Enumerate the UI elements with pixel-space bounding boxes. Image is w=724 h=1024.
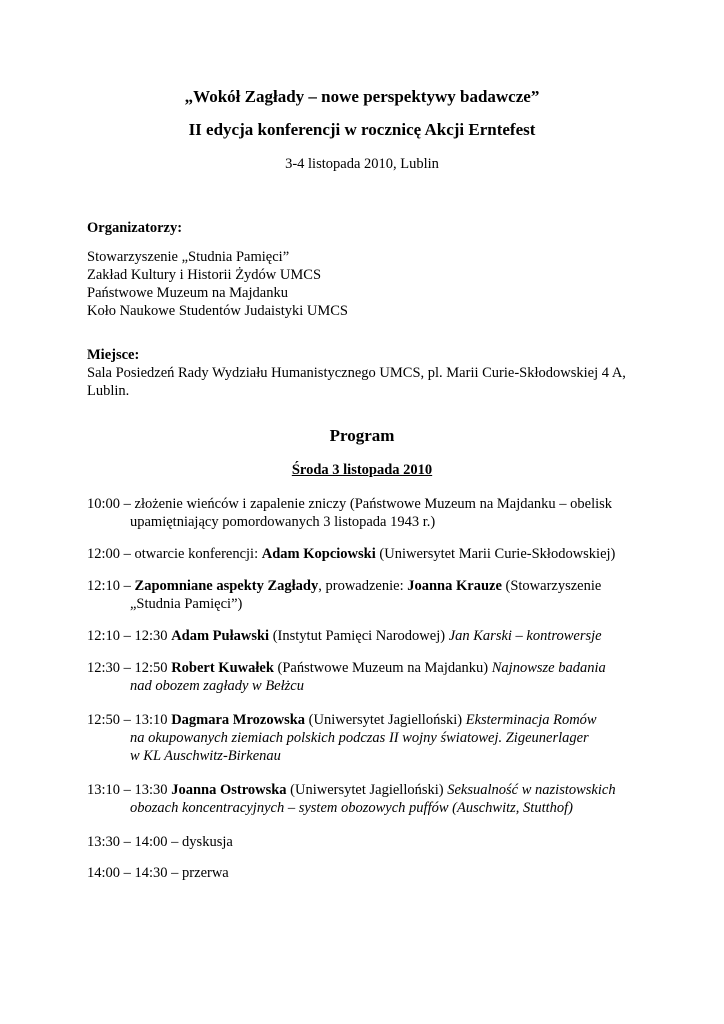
place-address: Sala Posiedzeń Rady Wydziału Humanistycznego UMCS, pl. Marii Curie-Skłodowskiej 4 A,: [87, 365, 626, 381]
entry-time: 12:10 –: [87, 578, 135, 594]
program-entry: [87, 864, 647, 882]
place-city: Lublin.: [87, 383, 130, 399]
entry-institution: (Stowarzyszenie: [501, 578, 602, 594]
speaker-name: Joanna Ostrowska: [171, 782, 287, 798]
entry-line: „Studnia Pamięci”): [130, 596, 243, 612]
entry-time: 12:30 – 12:50: [87, 660, 172, 676]
place-section: [87, 346, 647, 400]
program-entry: [87, 577, 647, 613]
place-heading: Miejsce:: [87, 347, 140, 363]
entry-time: 12:00 – otwarcie konferencji:: [87, 546, 262, 562]
speaker-name: Adam Puławski: [171, 628, 270, 644]
organizer-item: Stowarzyszenie „Studnia Pamięci”: [87, 249, 290, 265]
talk-title-line: w KL Auschwitz-Birkenau: [130, 748, 281, 764]
speaker-name: Adam Kopciowski: [261, 546, 376, 562]
speaker-name: Dagmara Mrozowska: [171, 712, 306, 728]
program-entry: [87, 711, 647, 765]
talk-title: Seksualność w nazistowskich: [447, 782, 616, 798]
organizers-heading: Organizatorzy:: [87, 220, 183, 236]
program-entry: [87, 627, 687, 645]
program-heading: Program: [329, 426, 395, 445]
entry-institution: (Uniwersytet Jagielloński): [305, 712, 466, 728]
entry-text: 13:30 – 14:00 – dyskusja: [87, 834, 233, 850]
talk-title-line: nad obozem zagłady w Bełżcu: [130, 678, 304, 694]
talk-title-line: obozach koncentracyjnych – system obozowych puffów (Auschwitz, Stutthof): [130, 800, 573, 816]
talk-title: Najnowsze badania: [491, 660, 606, 676]
organizers-section: [87, 219, 687, 320]
entry-institution: (Uniwersytet Jagielloński): [286, 782, 448, 798]
entry-institution: (Państwowe Muzeum na Majdanku): [273, 660, 492, 676]
talk-title: Jan Karski – kontrowersje: [448, 628, 602, 644]
speaker-name: Joanna Krauze: [407, 578, 502, 594]
organizer-item: Zakład Kultury i Historii Żydów UMCS: [87, 267, 322, 283]
entry-time: 12:50 – 13:10: [87, 712, 172, 728]
entry-text: , prowadzenie:: [318, 578, 408, 594]
talk-title-line: na okupowanych ziemiach polskich podczas II wojny światowej. Zigeunerlager: [130, 730, 589, 746]
entry-time: 13:10 – 13:30: [87, 782, 172, 798]
entry-time: 12:10 – 12:30: [87, 628, 172, 644]
entry-line: 10:00 – złożenie wieńców i zapalenie zniczy (Państwowe Muzeum na Majdanku – obelisk: [87, 496, 613, 512]
session-title: Zapomniane aspekty Zagłady: [134, 578, 319, 594]
organizer-item: Państwowe Muzeum na Majdanku: [87, 285, 288, 301]
entry-institution: (Uniwersytet Marii Curie-Skłodowskiej): [375, 546, 616, 562]
program-entry: [87, 545, 687, 563]
speaker-name: Robert Kuwałek: [171, 660, 274, 676]
document-subtitle: II edycja konferencji w rocznicę Akcji Erntefest: [188, 120, 536, 139]
entry-text: 14:00 – 14:30 – przerwa: [87, 865, 229, 881]
entry-institution: (Instytut Pamięci Narodowej): [269, 628, 449, 644]
conference-date: 3-4 listopada 2010, Lublin: [285, 156, 439, 172]
program-entry: [87, 833, 647, 851]
program-entry: [87, 781, 647, 817]
day-heading: Środa 3 listopada 2010: [291, 462, 433, 478]
organizer-item: Koło Naukowe Studentów Judaistyki UMCS: [87, 303, 348, 319]
document-title: „Wokół Zagłady – nowe perspektywy badawcze”: [184, 87, 540, 106]
program-entry: [87, 495, 647, 531]
entry-line: upamiętniający pomordowanych 3 listopada 1943 r.): [130, 514, 436, 530]
program-entry: [87, 659, 647, 695]
talk-title: Eksterminacja Romów: [465, 712, 597, 728]
